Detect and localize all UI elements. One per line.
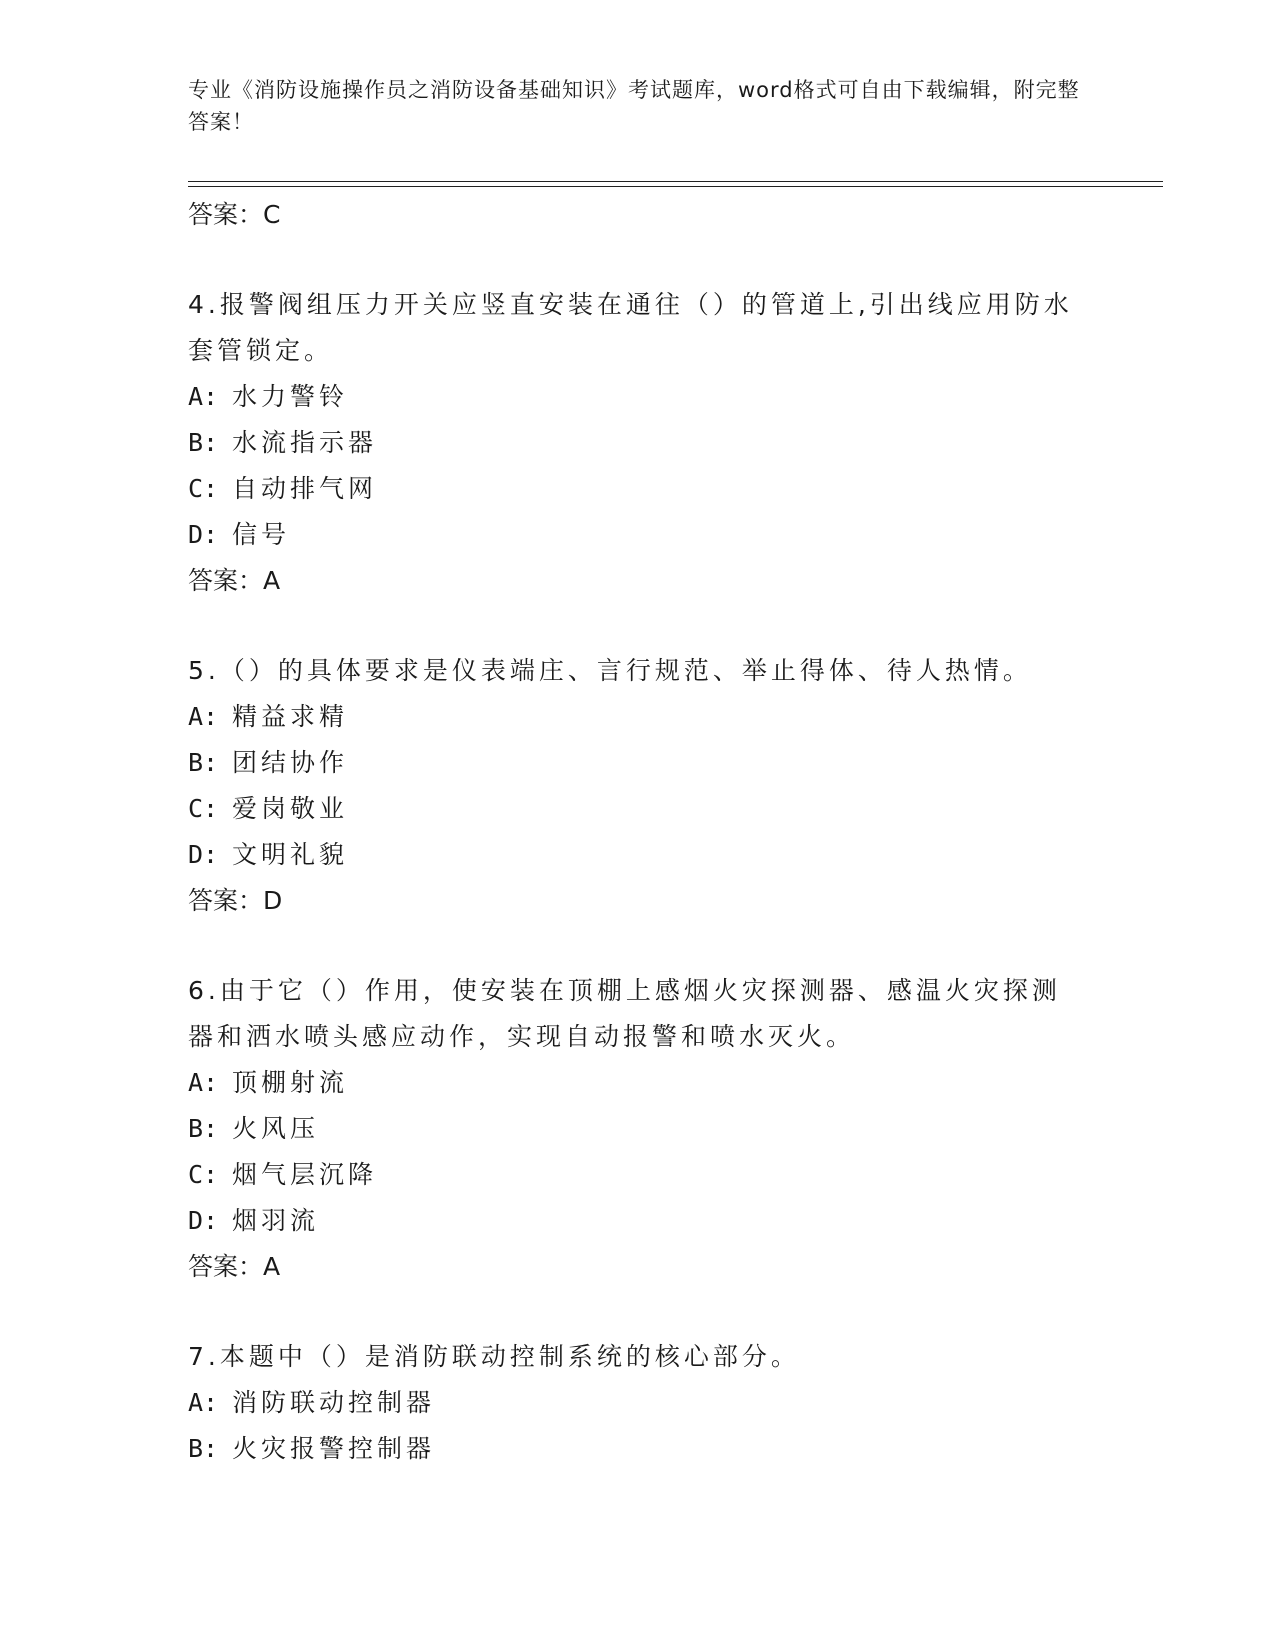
option-text: 火风压 xyxy=(232,1114,320,1143)
option-d xyxy=(188,1198,1088,1244)
header-divider-bottom xyxy=(188,186,1163,187)
option-a xyxy=(188,374,1088,420)
option-key: D: xyxy=(188,520,219,549)
option-text: 烟羽流 xyxy=(232,1206,320,1235)
question-stem: 7.本题中（）是消防联动控制系统的核心部分。 xyxy=(188,1342,800,1371)
option-text: 爱岗敬业 xyxy=(232,794,349,823)
option-b xyxy=(188,1106,1088,1152)
option-key: D: xyxy=(188,840,219,869)
option-key: C: xyxy=(188,474,219,503)
option-c xyxy=(188,466,1088,512)
answer-line: 答案：D xyxy=(188,886,283,915)
option-b xyxy=(188,1426,1088,1472)
option-text: 消防联动控制器 xyxy=(232,1388,436,1417)
option-b xyxy=(188,420,1088,466)
option-text: 团结协作 xyxy=(232,748,349,777)
question-list xyxy=(188,192,1088,1472)
option-text: 烟气层沉降 xyxy=(232,1160,378,1189)
option-key: B: xyxy=(188,428,219,457)
option-key: C: xyxy=(188,1160,219,1189)
option-a xyxy=(188,694,1088,740)
question-stem: 6.由于它（）作用，使安装在顶棚上感烟火灾探测器、感温火灾探测器和洒水喷头感应动作，实现自动报警和喷水灭火。 xyxy=(188,976,1061,1051)
option-d xyxy=(188,512,1088,558)
question-7 xyxy=(188,1334,1088,1472)
option-key: C: xyxy=(188,794,219,823)
option-key: A: xyxy=(188,382,219,411)
question-4 xyxy=(188,282,1088,604)
option-text: 精益求精 xyxy=(232,702,349,731)
option-text: 水力警铃 xyxy=(232,382,349,411)
option-key: B: xyxy=(188,1114,219,1143)
option-text: 火灾报警控制器 xyxy=(232,1434,436,1463)
header-divider-top xyxy=(188,181,1163,182)
option-key: B: xyxy=(188,1434,219,1463)
option-key: D: xyxy=(188,1206,219,1235)
document-header: 专业《消防设施操作员之消防设备基础知识》考试题库，word格式可自由下载编辑，附完整答案！ xyxy=(188,78,1080,134)
option-text: 自动排气网 xyxy=(232,474,378,503)
question-stem: 5.（）的具体要求是仪表端庄、言行规范、举止得体、待人热情。 xyxy=(188,656,1032,685)
answer-line: 答案：A xyxy=(188,1252,281,1281)
option-c xyxy=(188,1152,1088,1198)
option-a xyxy=(188,1380,1088,1426)
option-text: 信号 xyxy=(232,520,291,549)
option-text: 顶棚射流 xyxy=(232,1068,349,1097)
question-6 xyxy=(188,968,1088,1290)
option-key: A: xyxy=(188,1068,219,1097)
option-key: A: xyxy=(188,1388,219,1417)
option-key: B: xyxy=(188,748,219,777)
option-key: A: xyxy=(188,702,219,731)
question-stem: 4.报警阀组压力开关应竖直安装在通往（）的管道上,引出线应用防水套管锁定。 xyxy=(188,290,1073,365)
option-b xyxy=(188,740,1088,786)
question-5 xyxy=(188,648,1088,924)
option-text: 水流指示器 xyxy=(232,428,378,457)
option-d xyxy=(188,832,1088,878)
option-text: 文明礼貌 xyxy=(232,840,349,869)
previous-answer: 答案：C xyxy=(188,200,281,229)
option-c xyxy=(188,786,1088,832)
option-a xyxy=(188,1060,1088,1106)
answer-line: 答案：A xyxy=(188,566,281,595)
